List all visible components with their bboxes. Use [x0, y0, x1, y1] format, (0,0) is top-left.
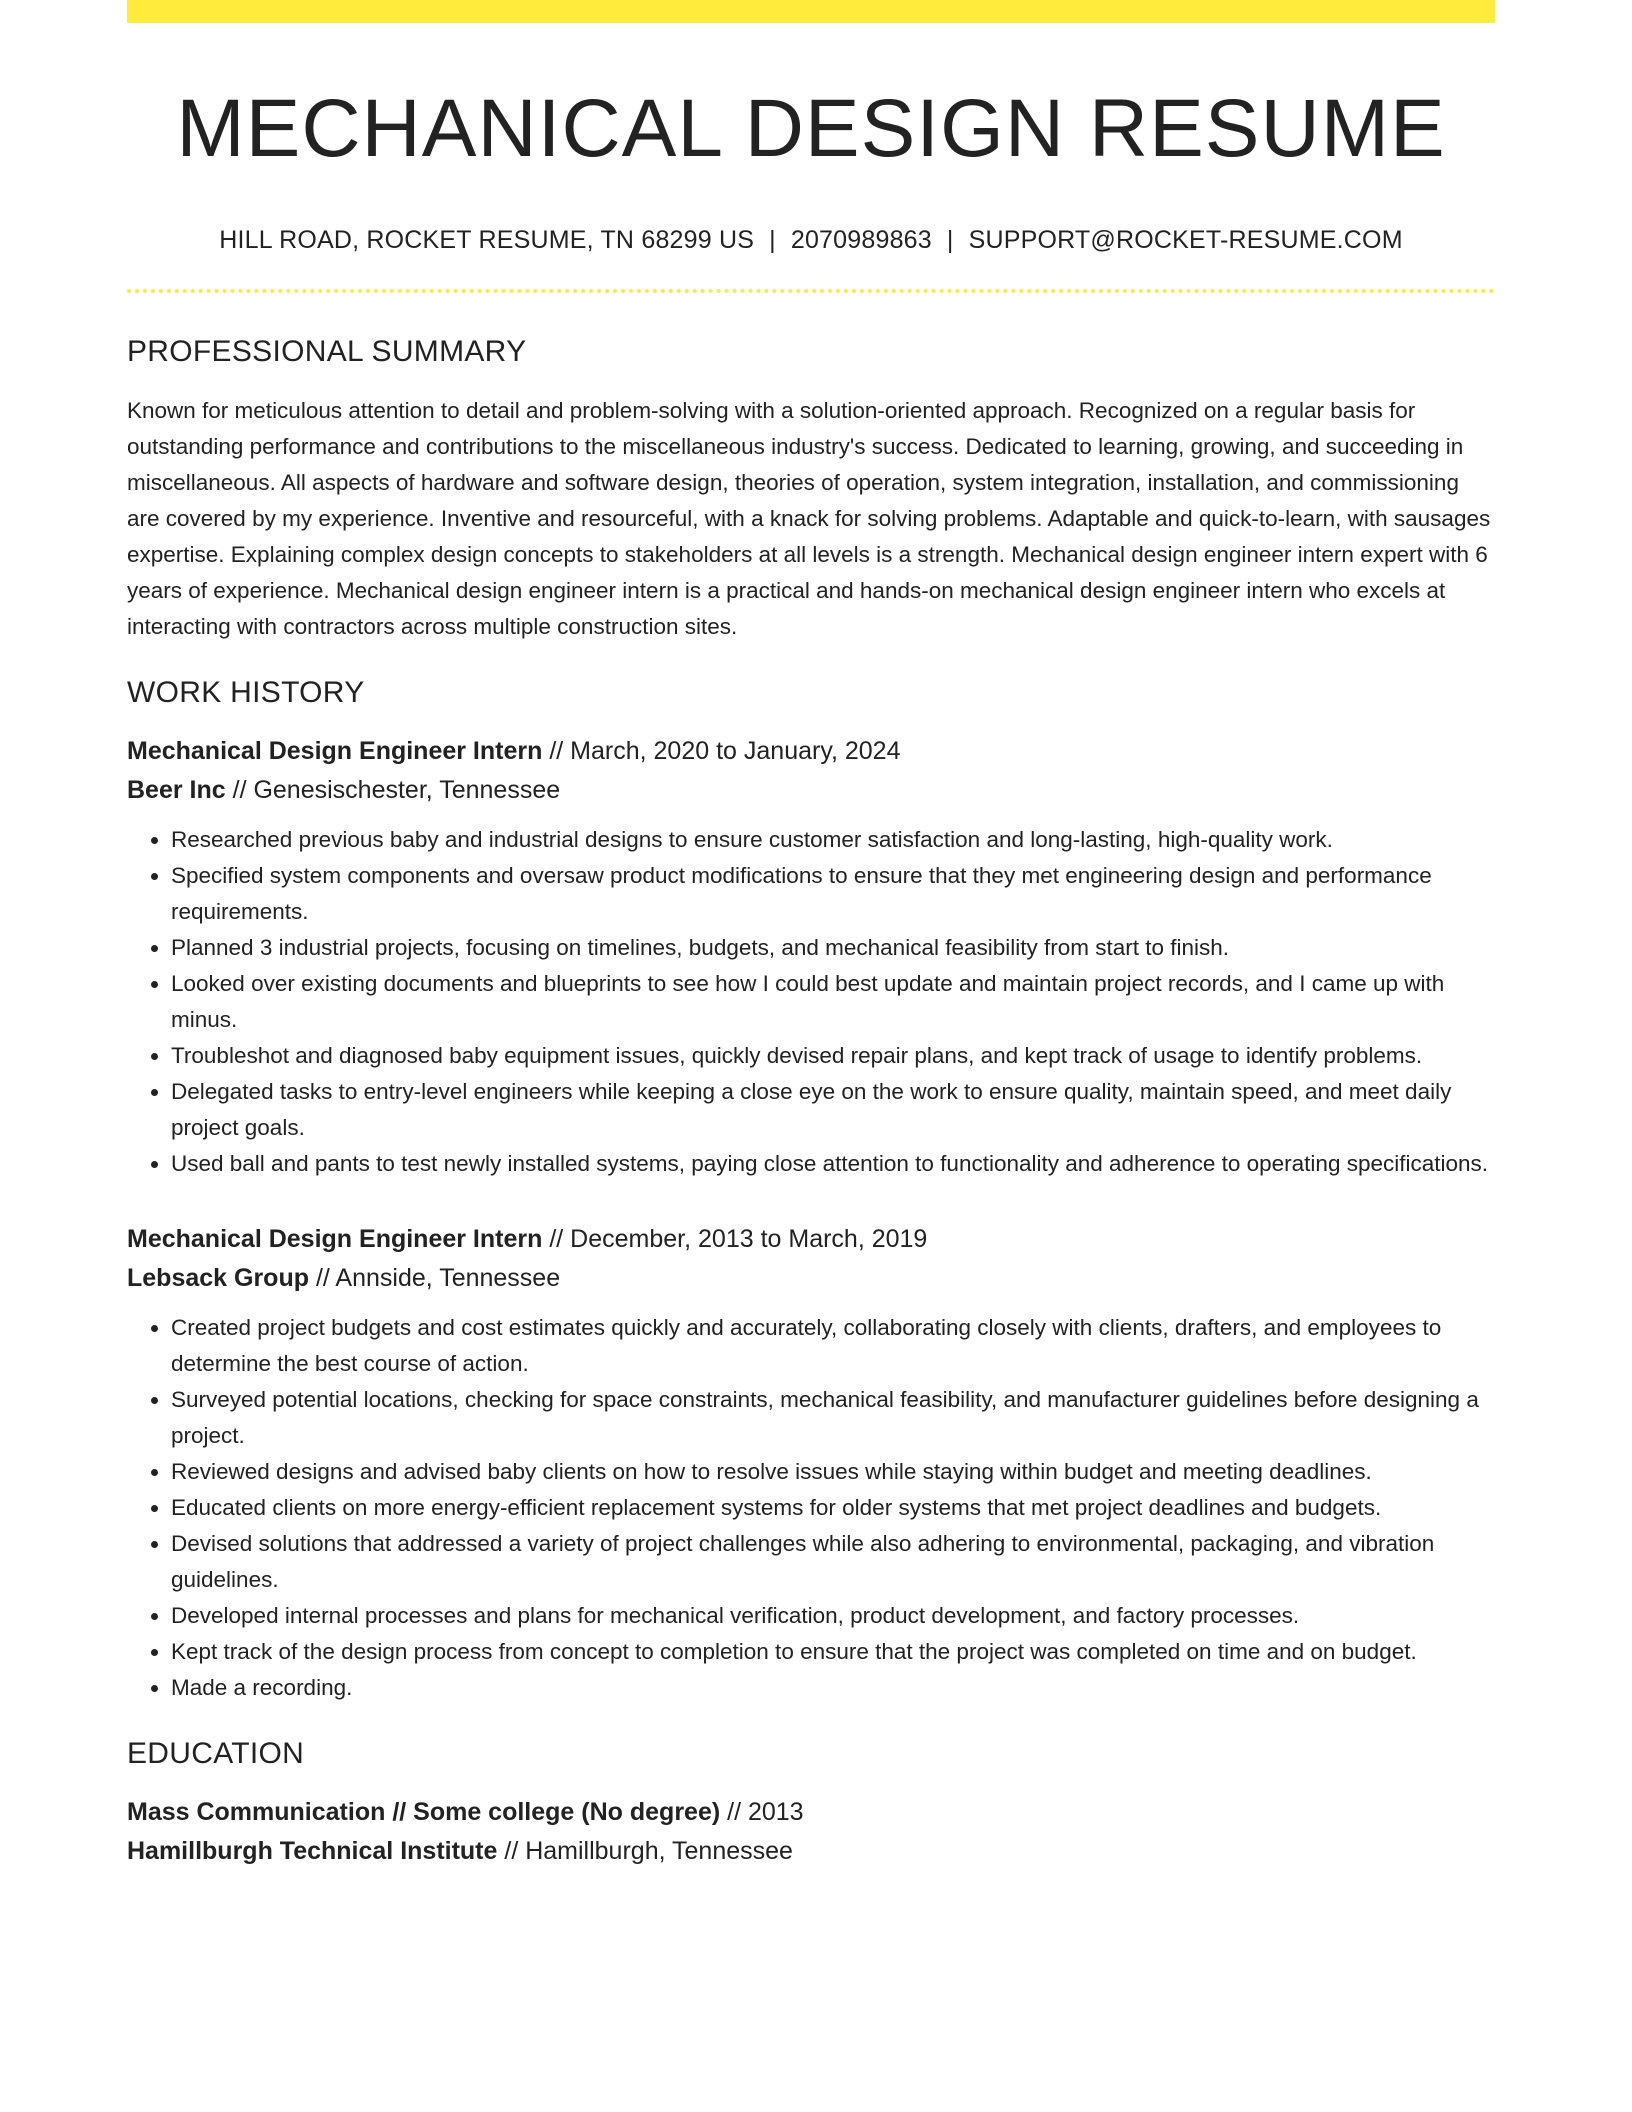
job-company-line — [127, 771, 1495, 810]
education-entry — [127, 1793, 1495, 1871]
resume-page — [127, 0, 1495, 1871]
job-entry — [127, 732, 1495, 1182]
resume-title: MECHANICAL DESIGN RESUME — [176, 83, 1446, 174]
job-bullet-list — [127, 822, 1495, 1182]
job-bullet: • Created project budgets and cost estimates quickly and accurately, collaborating closely with clients, drafters, and employees to determine the best course of action. — [171, 1310, 1495, 1382]
contact-separator: | — [769, 226, 776, 255]
education-location: // Hamillburgh, Tennessee — [497, 1837, 793, 1866]
education-school: Hamillburgh Technical Institute — [127, 1837, 498, 1866]
contact-line — [127, 226, 1495, 255]
job-bullet: • Made a recording. — [171, 1670, 1495, 1706]
contact-separator: | — [946, 226, 954, 255]
contact-email: SUPPORT@ROCKET-RESUME.COM — [968, 226, 1403, 255]
work-history-heading: WORK HISTORY — [127, 676, 365, 710]
job-location: // Genesischester, Tennessee — [225, 776, 561, 805]
job-bullet: • Reviewed designs and advised baby clients on how to resolve issues while staying within budget and meeting deadlines. — [171, 1454, 1495, 1490]
job-company: Beer Inc — [127, 776, 226, 805]
job-bullet: • Surveyed potential locations, checking for space constraints, mechanical feasibility, and manufacturer guidelines before designing a project. — [171, 1382, 1495, 1454]
job-location: // Annside, Tennessee — [309, 1264, 561, 1293]
job-entry — [127, 1220, 1495, 1706]
education-heading: EDUCATION — [127, 1737, 305, 1771]
job-company: Lebsack Group — [127, 1264, 309, 1293]
education-year: // 2013 — [720, 1798, 804, 1827]
contact-phone: 2070989863 — [790, 226, 932, 255]
summary-heading: PROFESSIONAL SUMMARY — [127, 335, 527, 369]
job-bullet: • Devised solutions that addressed a variety of project challenges while also adhering to environmental, packaging, and vibration guidelines. — [171, 1526, 1495, 1598]
job-dates: // March, 2020 to January, 2024 — [542, 737, 901, 766]
job-bullet: • Specified system components and oversaw product modifications to ensure that they met engineering design and performance requirements. — [171, 858, 1495, 930]
job-bullet: • Planned 3 industrial projects, focusing on timelines, budgets, and mechanical feasibility from start to finish. — [171, 930, 1495, 966]
job-dates: // December, 2013 to March, 2019 — [542, 1225, 928, 1254]
job-bullet: • Looked over existing documents and blueprints to see how I could best update and maintain project records, and I came up with minus. — [171, 966, 1495, 1038]
summary-text: Known for meticulous attention to detail and problem-solving with a solution-oriented approach. Recognized on a regular basis for outstanding performance and contributions to the miscellaneous industry's success. Dedicated to learning, growing, and succeeding in miscellaneous. All aspects of hardware and software design, theories of operation, system integration, installation, and commissioning are covered by my experience. Inventive and resourceful, with a knack for solving problems. Adaptable and quick-to-learn, with sausages expertise. Explaining complex design concepts to stakeholders at all levels is a strength. Mechanical design engineer intern expert with 6 years of experience. Mechanical design engineer intern is a practical and hands-on mechanical design engineer intern who excels at interacting with contractors across multiple construction sites. — [127, 398, 1491, 640]
job-title-line — [127, 732, 1495, 771]
job-bullet: • Troubleshot and diagnosed baby equipment issues, quickly devised repair plans, and kept track of usage to identify problems. — [171, 1038, 1495, 1074]
education-school-line — [127, 1832, 1495, 1871]
job-company-line — [127, 1259, 1495, 1298]
job-title-line — [127, 1220, 1495, 1259]
education-degree: Mass Communication // Some college (No degree) — [127, 1798, 721, 1827]
contact-address: HILL ROAD, ROCKET RESUME, TN 68299 US — [219, 226, 755, 255]
education-degree-line — [127, 1793, 1495, 1832]
job-bullet: • Developed internal processes and plans for mechanical verification, product development, and factory processes. — [171, 1598, 1495, 1634]
job-bullet: • Educated clients on more energy-efficient replacement systems for older systems that met project deadlines and budgets. — [171, 1490, 1495, 1526]
job-bullet: • Researched previous baby and industrial designs to ensure customer satisfaction and long-lasting, high-quality work. — [171, 822, 1495, 858]
dotted-divider — [127, 289, 1495, 293]
job-role: Mechanical Design Engineer Intern — [127, 737, 543, 766]
job-role: Mechanical Design Engineer Intern — [127, 1225, 543, 1254]
accent-bar — [127, 0, 1495, 23]
job-bullet: • Kept track of the design process from concept to completion to ensure that the project was completed on time and on budget. — [171, 1634, 1495, 1670]
job-bullet-list — [127, 1310, 1495, 1706]
job-bullet: • Delegated tasks to entry-level engineers while keeping a close eye on the work to ensure quality, maintain speed, and meet daily project goals. — [171, 1074, 1495, 1146]
job-bullet: • Used ball and pants to test newly installed systems, paying close attention to functionality and adherence to operating specifications. — [171, 1146, 1495, 1182]
